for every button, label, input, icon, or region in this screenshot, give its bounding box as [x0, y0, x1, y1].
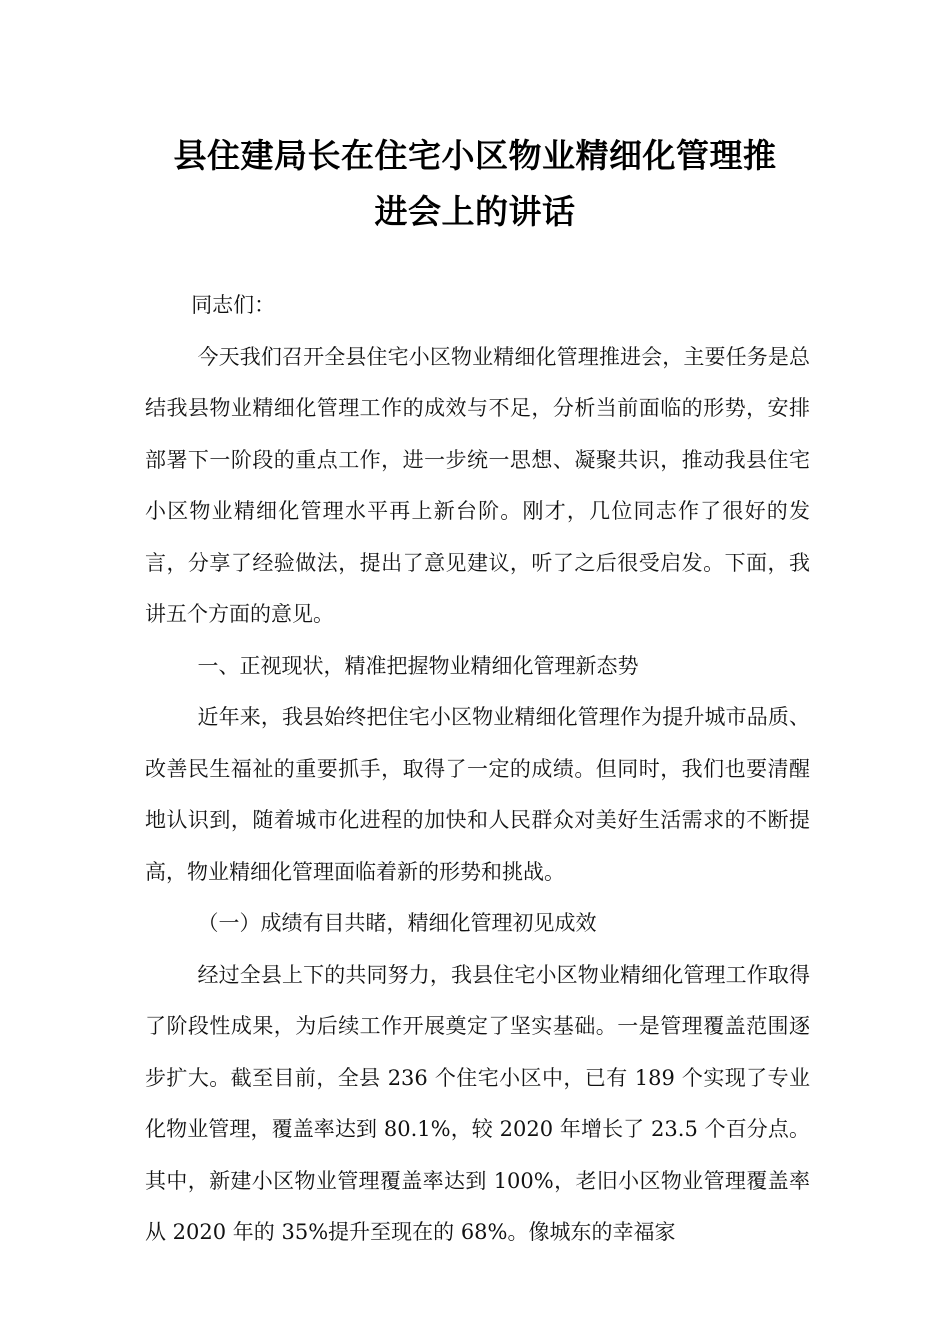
paragraph-subsection-1: 经过全县上下的共同努力，我县住宅小区物业精细化管理工作取得了阶段性成果，为后续工作开展奠定了坚实基础。一是管理覆盖范围逐步扩大。截至目前，全县 236 个住宅小区中，已有 189 个实现了专业化物业管理，覆盖率达到 80.1%，较 2020 年增长了 23.5 个百分点。其中，新建小区物业管理覆盖率达到 100%，老旧小区物业管理覆盖率从 2020 年的 35%提升至现在的 68%。像城东的幸福家 — [145, 962, 810, 1244]
salutation: 同志们： — [191, 293, 276, 317]
document-title — [130, 128, 820, 240]
paragraph-intro: 今天我们召开全县住宅小区物业精细化管理推进会，主要任务是总结我县物业精细化管理工作的成效与不足，分析当前面临的形势，安排部署下一阶段的重点工作，进一步统一思想、凝聚共识，推动我县住宅小区物业精细化管理水平再上新台阶。刚才，几位同志作了很好的发言，分享了经验做法，提出了意见建议，听了之后很受启发。下面，我讲五个方面的意见。 — [145, 344, 810, 626]
document-body — [145, 280, 810, 1259]
paragraph-section-1-intro: 近年来，我县始终把住宅小区物业精细化管理作为提升城市品质、改善民生福祉的重要抓手，取得了一定的成绩。但同时，我们也要清醒地认识到，随着城市化进程的加快和人民群众对美好生活需求的不断提高，物业精细化管理面临着新的形势和挑战。 — [145, 705, 810, 884]
title-line-2: 进会上的讲话 — [374, 192, 576, 231]
title-line-1: 县住建局长在住宅小区物业精细化管理推 — [173, 136, 777, 175]
section-heading-1: 一、正视现状，精准把握物业精细化管理新态势 — [197, 653, 639, 678]
subsection-heading-1: （一）成绩有目共睹，精细化管理初见成效 — [197, 911, 597, 935]
